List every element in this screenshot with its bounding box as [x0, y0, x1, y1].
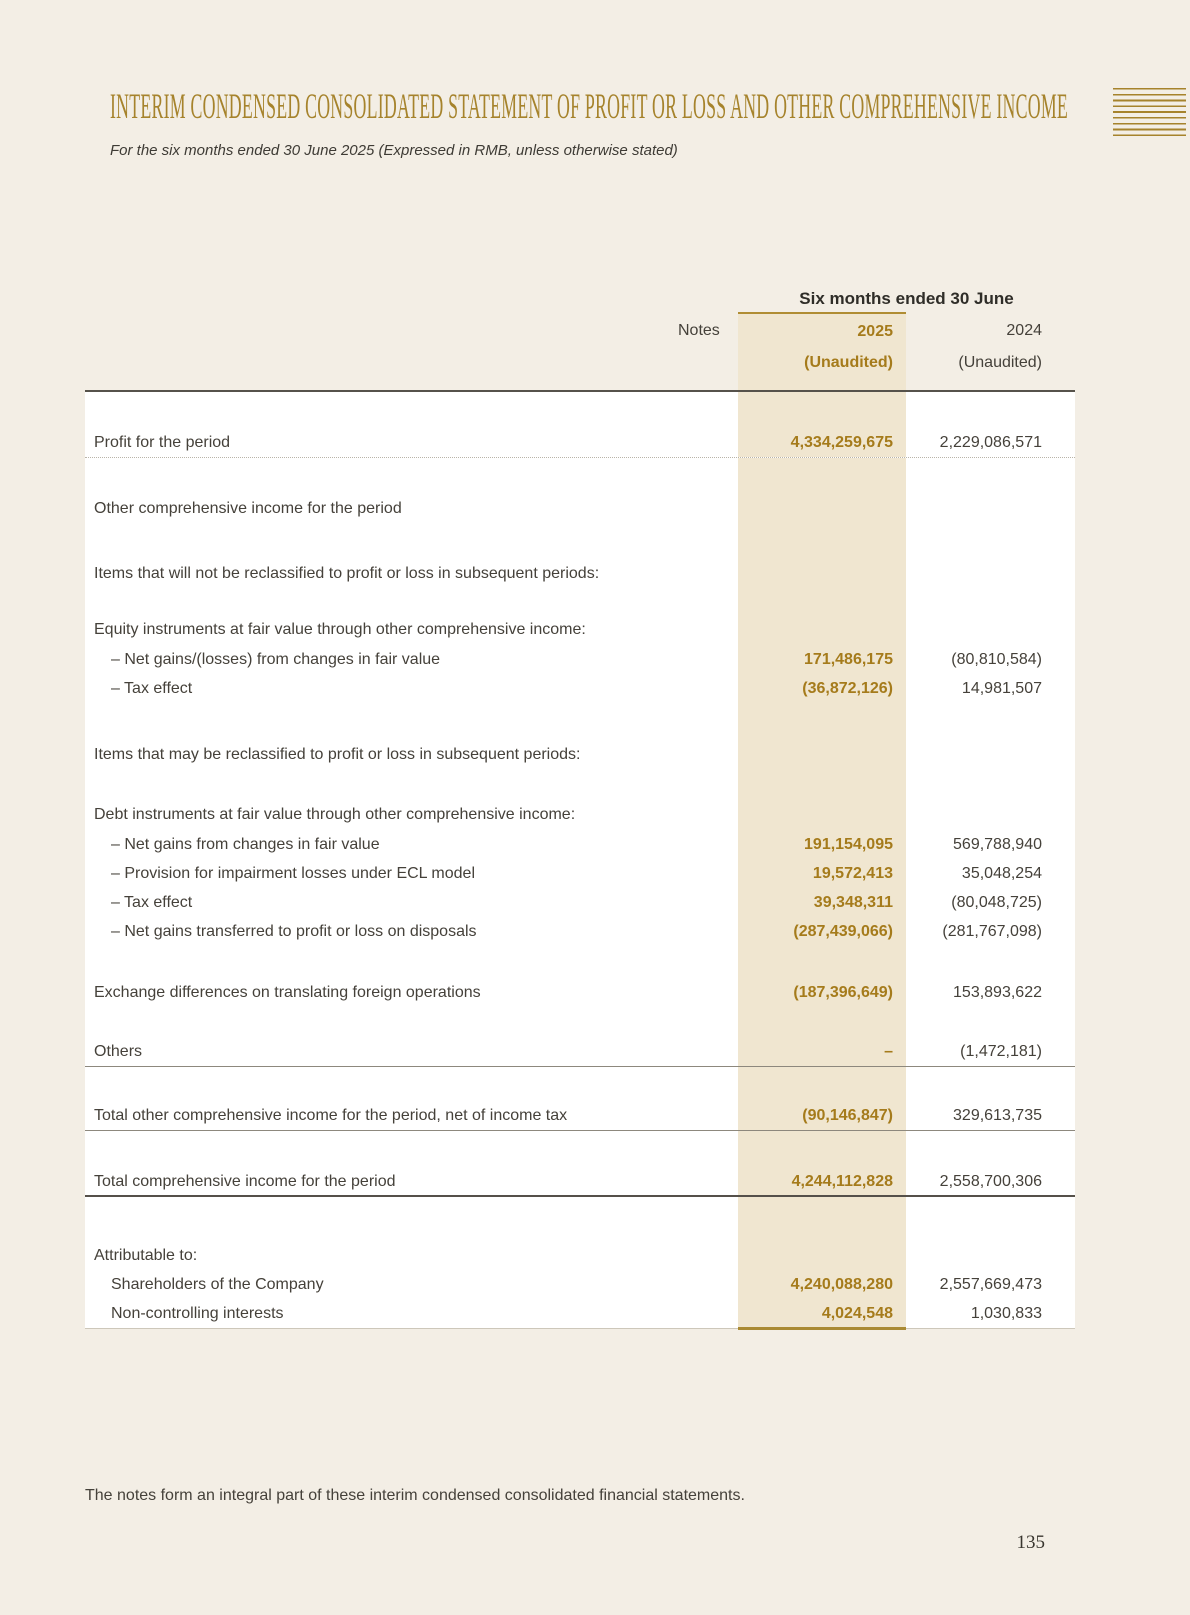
row-label: Total other comprehensive income for the period, net of income tax	[94, 1107, 568, 1124]
table-row	[85, 615, 1075, 645]
table-spacer-row	[85, 589, 1075, 615]
table-row	[85, 888, 1075, 917]
table-spacer-row	[85, 1131, 1075, 1168]
period-header-row	[85, 285, 1075, 312]
table-spacer-row	[85, 770, 1075, 800]
subtitle: For the six months ended 30 June 2025 (Expressed in RMB, unless otherwise stated)	[110, 142, 678, 159]
row-label: Others	[94, 1043, 143, 1060]
table-spacer-row	[85, 703, 1075, 740]
row-value-2024: 2,229,086,571	[939, 433, 1042, 451]
table-body	[85, 392, 1075, 1329]
page-title	[110, 86, 1190, 126]
row-value-2025: 171,486,175	[738, 645, 906, 674]
row-value-2024: (80,048,725)	[951, 893, 1042, 911]
row-label: – Net gains transferred to profit or loss on disposals	[111, 922, 477, 940]
row-label: – Tax effect	[111, 679, 193, 697]
row-label: Equity instruments at fair value through other comprehensive income:	[94, 621, 586, 638]
row-value-2024: 1,030,833	[970, 1304, 1042, 1322]
table-row	[85, 1102, 1075, 1131]
row-value-2025: 4,240,088,280	[738, 1270, 906, 1299]
table-row	[85, 494, 1075, 524]
table-column-headers	[85, 285, 1075, 392]
row-value-2025: –	[738, 1038, 906, 1066]
table-row	[85, 740, 1075, 770]
table-row	[85, 978, 1075, 1007]
year-header-row	[85, 312, 1075, 350]
row-value-2025: 39,348,311	[738, 888, 906, 917]
statement-table	[85, 285, 1075, 1329]
row-value-2025: 4,244,112,828	[738, 1168, 906, 1195]
table-spacer-row	[85, 1197, 1075, 1241]
row-value-2024: (80,810,584)	[951, 650, 1042, 668]
row-label: Total comprehensive income for the period	[94, 1172, 396, 1190]
row-label: Debt instruments at fair value through other comprehensive income:	[94, 806, 576, 823]
row-label: Other comprehensive income for the period	[94, 500, 402, 517]
table-row	[85, 1241, 1075, 1270]
decorative-lines-icon	[1113, 88, 1186, 140]
table-spacer-row	[85, 946, 1075, 978]
footer-note: The notes form an integral part of these interim condensed consolidated financial statements.	[85, 1487, 745, 1504]
row-label: Exchange differences on translating foreign operations	[94, 983, 481, 1001]
table-row	[85, 859, 1075, 888]
unaudited-header-row	[85, 350, 1075, 390]
table-row	[85, 917, 1075, 946]
row-label: Items that will not be reclassified to profit or loss in subsequent periods:	[94, 565, 600, 582]
highlight-column-bottom-cap	[738, 1327, 906, 1330]
table-row	[85, 1299, 1075, 1328]
table-row	[85, 1168, 1075, 1197]
row-value-2025: 4,334,259,675	[738, 428, 906, 457]
table-row	[85, 559, 1075, 589]
row-label: Shareholders of the Company	[111, 1275, 324, 1293]
col-header-notes: Notes	[678, 322, 720, 339]
table-spacer-row	[85, 1067, 1075, 1102]
row-label: – Provision for impairment losses under ECL model	[111, 864, 476, 882]
row-value-2024: 569,788,940	[953, 835, 1042, 853]
row-label: – Net gains from changes in fair value	[111, 835, 380, 853]
table-row	[85, 830, 1075, 859]
table-row	[85, 1270, 1075, 1299]
table-spacer-row	[85, 458, 1075, 494]
row-value-2025: (36,872,126)	[738, 674, 906, 703]
row-label: – Tax effect	[111, 893, 193, 911]
table-row	[85, 1038, 1075, 1067]
table-row	[85, 674, 1075, 703]
row-value-2024: 329,613,735	[953, 1107, 1042, 1124]
period-header: Six months ended 30 June	[799, 289, 1014, 308]
row-value-2024: 2,557,669,473	[939, 1275, 1042, 1293]
row-value-2024: 153,893,622	[953, 983, 1042, 1001]
row-value-2024: 14,981,507	[961, 679, 1042, 697]
row-value-2024: 35,048,254	[961, 864, 1042, 882]
row-label: Attributable to:	[94, 1246, 198, 1264]
row-label: Items that may be reclassified to profit or loss in subsequent periods:	[94, 746, 581, 763]
page-number: 135	[1016, 1532, 1045, 1553]
row-value-2024: 2,558,700,306	[939, 1172, 1042, 1190]
row-value-2025: 191,154,095	[738, 830, 906, 859]
table-spacer-row	[85, 392, 1075, 428]
row-value-2025: (90,146,847)	[738, 1102, 906, 1130]
col-subheader-2025-unaudited: (Unaudited)	[738, 350, 906, 390]
page-title-text: INTERIM CONDENSED CONSOLIDATED STATEMENT OF PROFIT OR LOSS AND OTHER COMPREHENSIVE INCOME	[110, 86, 1068, 126]
row-label: Non-controlling interests	[111, 1304, 284, 1322]
table-row	[85, 645, 1075, 674]
row-value-2025: 19,572,413	[738, 859, 906, 888]
col-subheader-2024-unaudited: (Unaudited)	[958, 354, 1042, 371]
table-spacer-row	[85, 524, 1075, 559]
row-label: Profit for the period	[94, 433, 231, 451]
table-row	[85, 428, 1075, 458]
row-value-2025: 4,024,548	[738, 1299, 906, 1328]
row-value-2025: (287,439,066)	[738, 917, 906, 946]
table-spacer-row	[85, 1007, 1075, 1038]
row-value-2024: (281,767,098)	[942, 922, 1042, 940]
row-label: – Net gains/(losses) from changes in fair value	[111, 650, 441, 668]
table-row	[85, 800, 1075, 830]
col-header-2024: 2024	[1006, 322, 1042, 339]
col-header-2025: 2025	[738, 312, 906, 350]
row-value-2024: (1,472,181)	[960, 1043, 1042, 1060]
row-value-2025: (187,396,649)	[738, 978, 906, 1007]
